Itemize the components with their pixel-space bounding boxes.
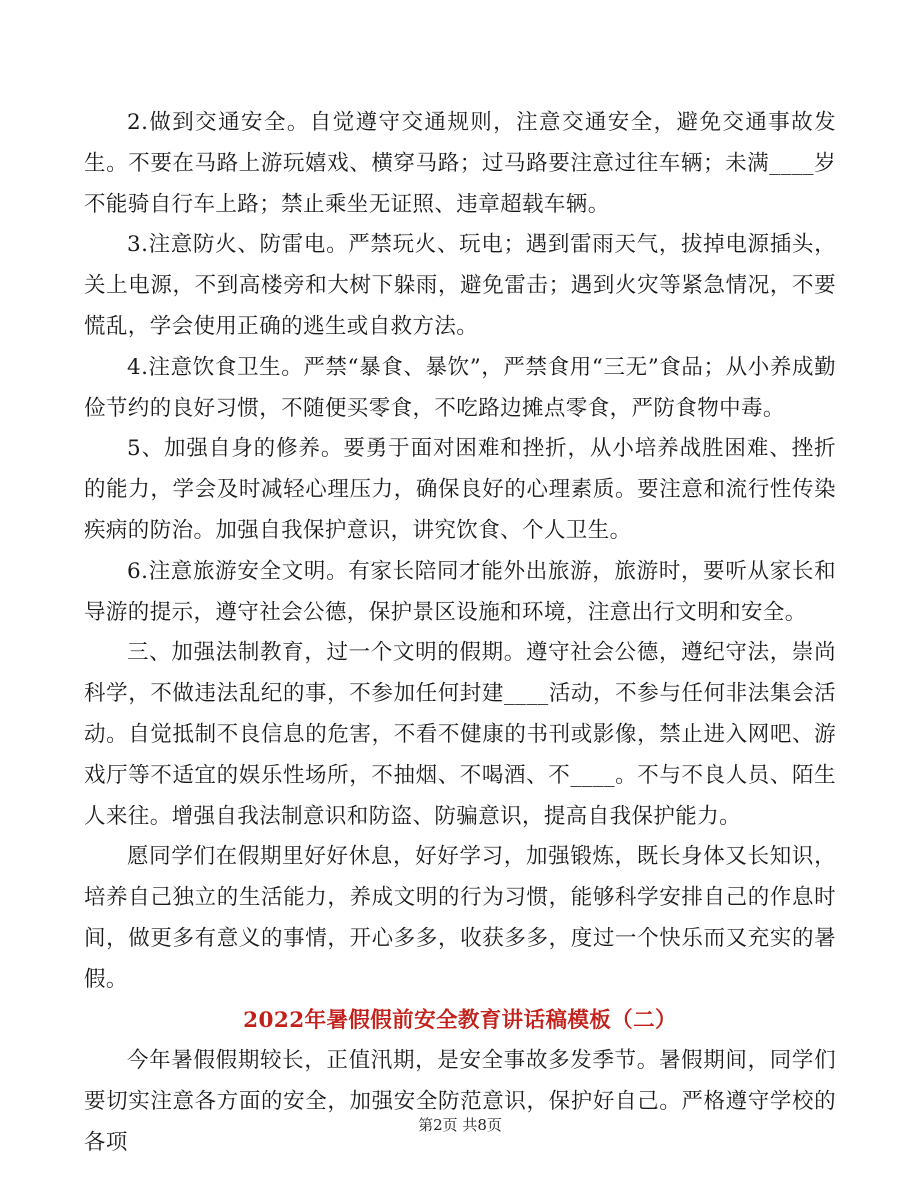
paragraph-legal-education: 三、加强法制教育，过一个文明的假期。遵守社会公德，遵纪守法，崇尚科学，不做违法乱纪的事，不参加任何封建____活动，不参与任何非法集会活动。自觉抵制不良信息的危害，不看不健康的书刊或影像，禁止进入网吧、游戏厅等不适宜的娱乐性场所，不抽烟、不喝酒、不____。不与不良人员、陌生人来往。增强自我法制意识和防盗、防骗意识，提高自我保护能力。 [84,640,836,829]
paragraph-intro-part-two: 今年暑假假期较长，正值汛期，是安全事故多发季节。暑假期间，同学们要切实注意各方面的安全，加强安全防范意识，保护好自己。严格遵守学校的各项 [84,1048,836,1155]
paragraph-self-cultivation: 5、加强自身的修养。要勇于面对困难和挫折，从小培养战胜困难、挫折的能力，学会及时减轻心理压力，确保良好的心理素质。要注意和流行性传染疾病的防治。加强自我保护意识，讲究饮食、个人卫生。 [84,436,836,543]
page-number-footer: 第2页 共8页 [418,1116,502,1134]
paragraph-traffic-safety: 2.做到交通安全。自觉遵守交通规则，注意交通安全，避免交通事故发生。不要在马路上游玩嬉戏、横穿马路；过马路要注意过往车辆；未满____岁不能骑自行车上路；禁止乘坐无证照、违章超载车辆。 [84,110,836,217]
paragraph-food-hygiene: 4.注意饮食卫生。严禁“暴食、暴饮”，严禁食用“三无”食品；从小养成勤俭节约的良好习惯，不随便买零食，不吃路边摊点零食，严防食物中毒。 [84,354,836,421]
paragraph-fire-lightning: 3.注意防火、防雷电。严禁玩火、玩电；遇到雷雨天气，拔掉电源插头，关上电源，不到高楼旁和大树下躲雨，避免雷击；遇到火灾等紧急情况，不要慌乱，学会使用正确的逃生或自救方法。 [84,232,836,339]
paragraph-travel-safety: 6.注意旅游安全文明。有家长陪同才能外出旅游，旅游时，要听从家长和导游的提示，遵守社会公德，保护景区设施和环境，注意出行文明和安全。 [84,558,836,625]
section-heading: 2022年暑假假前安全教育讲话稿模板（二） [243,1007,677,1033]
paragraph-closing-wishes: 愿同学们在假期里好好休息，好好学习，加强锻炼，既长身体又长知识，培养自己独立的生活能力，养成文明的行为习惯，能够科学安排自己的作息时间，做更多有意义的事情，开心多多，收获多多，度过一个快乐而又充实的暑假。 [84,844,836,992]
document-body [84,103,836,1164]
